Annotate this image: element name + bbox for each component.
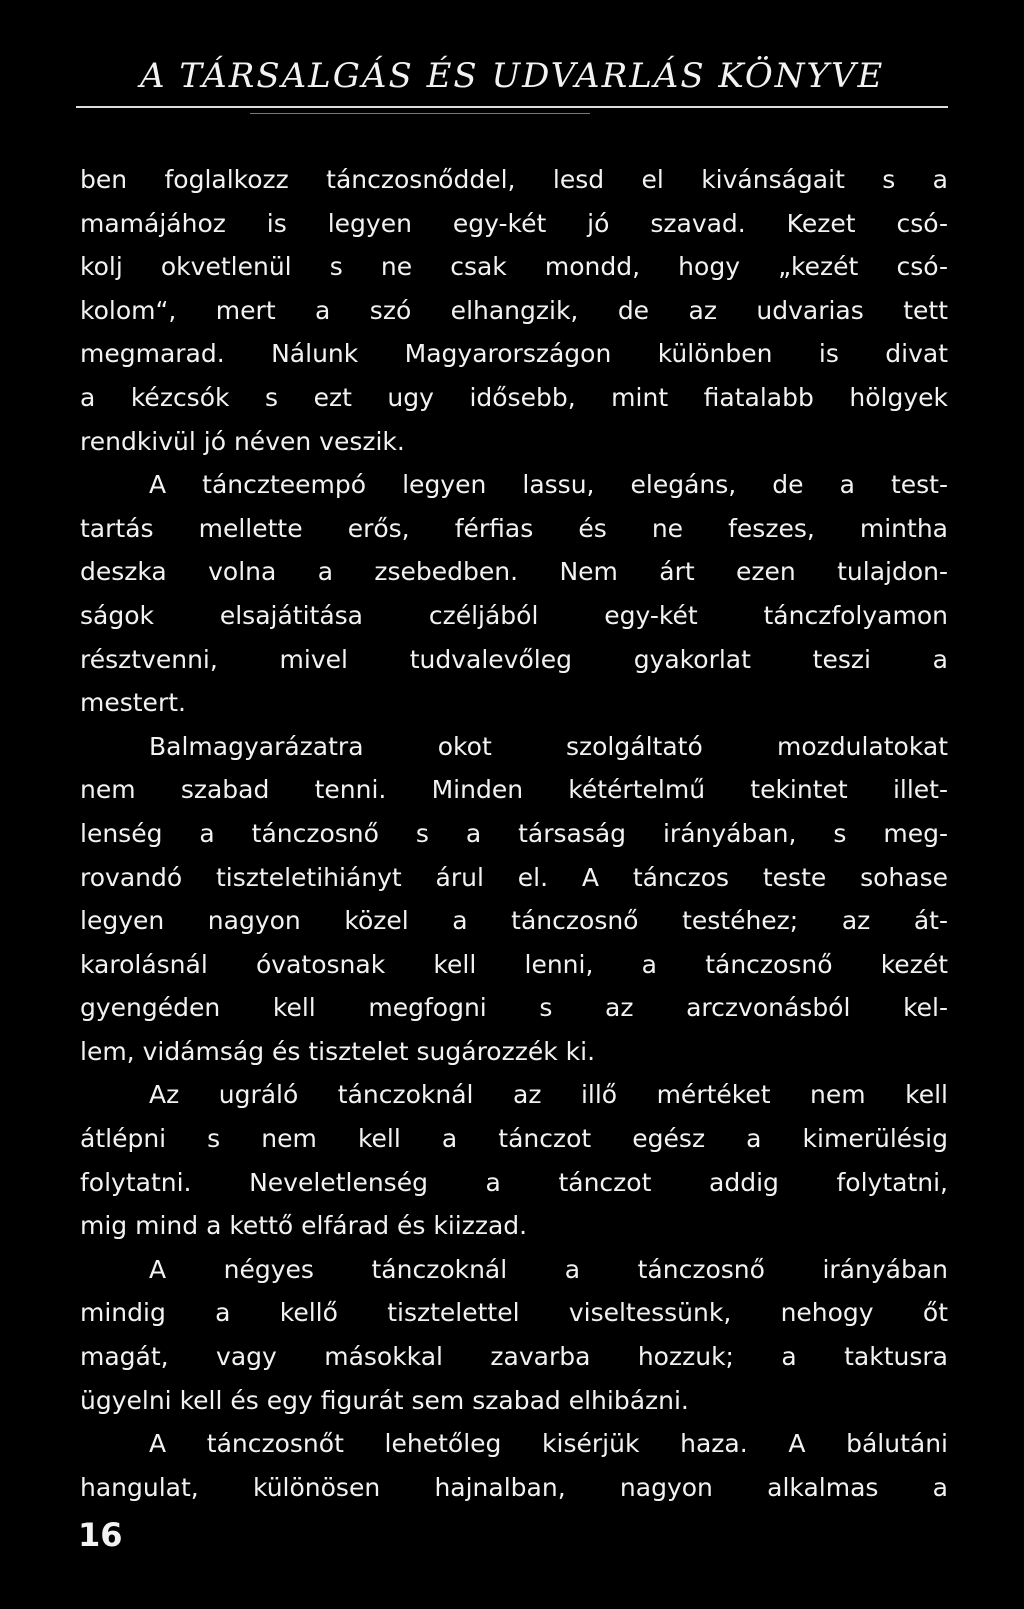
text-line: hangulat, különösen hajnalban, nagyon alkalmas a — [80, 1472, 948, 1502]
text-line: lenség a tánczosnő s a társaság irányában, s meg- — [80, 818, 948, 848]
text-line: lem, vidámság és tisztelet sugározzék ki. — [80, 1036, 596, 1066]
header-rule — [76, 106, 948, 108]
text-line: mamájához is legyen egy-két jó szavad. Kezet csó- — [80, 208, 948, 238]
text-line: rendkivül jó néven veszik. — [80, 426, 405, 456]
text-line: mindig a kellő tisztelettel viseltessünk, nehogy őt — [80, 1298, 948, 1328]
text-line: a kézcsók s ezt ugy idősebb, mint fiatalabb hölgyek — [80, 382, 948, 412]
text-line: kolj okvetlenül s ne csak mondd, hogy „kezét csó- — [80, 252, 948, 282]
text-line: legyen nagyon közel a tánczosnő testéhez; az át- — [80, 906, 948, 936]
text-line: átlépni s nem kell a tánczot egész a kimerülésig — [80, 1124, 948, 1154]
text-line: mig mind a kettő elfárad és kiizzad. — [80, 1211, 528, 1241]
text-line-paragraph-start: Balmagyarázatra okot szolgáltató mozdulatokat — [149, 731, 948, 761]
text-line: megmarad. Nálunk Magyarországon különben is divat — [80, 339, 948, 369]
running-head-title: A TÁRSALGÁS ÉS UDVARLÁS KÖNYVE — [140, 56, 885, 96]
text-line: gyengéden kell megfogni s az arczvonásból kel- — [80, 993, 948, 1023]
text-line: magát, vagy másokkal zavarba hozzuk; a taktusra — [80, 1342, 948, 1372]
body-text — [80, 158, 948, 1509]
text-line: nem szabad tenni. Minden kétértelmű tekintet illet- — [80, 775, 948, 805]
text-line: kolom“, mert a szó elhangzik, de az udvarias tett — [80, 295, 948, 325]
text-line: ságok elsajátitása czéljából egy-két tánczfolyamon — [80, 600, 948, 630]
text-line-paragraph-start: Az ugráló tánczoknál az illő mértéket nem kell — [149, 1080, 948, 1110]
text-line-paragraph-start: A tánczteempó legyen lassu, elegáns, de a test- — [149, 470, 948, 500]
page-number: 16 — [78, 1516, 123, 1554]
text-line: karolásnál óvatosnak kell lenni, a tánczosnő kezét — [80, 949, 948, 979]
text-line: tartás mellette erős, férfias és ne feszes, mintha — [80, 513, 948, 543]
text-line-paragraph-start: A négyes tánczoknál a tánczosnő irányában — [149, 1254, 948, 1284]
text-line: folytatni. Neveletlenség a tánczot addig folytatni, — [80, 1167, 948, 1197]
text-line: rovandó tiszteletihiányt árul el. A tánczos teste sohase — [80, 862, 948, 892]
text-line: résztvenni, mivel tudvalevőleg gyakorlat teszi a — [80, 644, 948, 674]
text-line: deszka volna a zsebedben. Nem árt ezen tulajdon- — [80, 557, 948, 587]
header-rule-shadow — [250, 113, 590, 114]
text-line: ben foglalkozz tánczosnőddel, lesd el kivánságait s a — [80, 165, 948, 194]
text-line-paragraph-start: A tánczosnőt lehetőleg kisérjük haza. A bálutáni — [149, 1429, 948, 1459]
text-line: ügyelni kell és egy figurát sem szabad elhibázni. — [80, 1385, 689, 1415]
text-line: mestert. — [80, 688, 186, 718]
